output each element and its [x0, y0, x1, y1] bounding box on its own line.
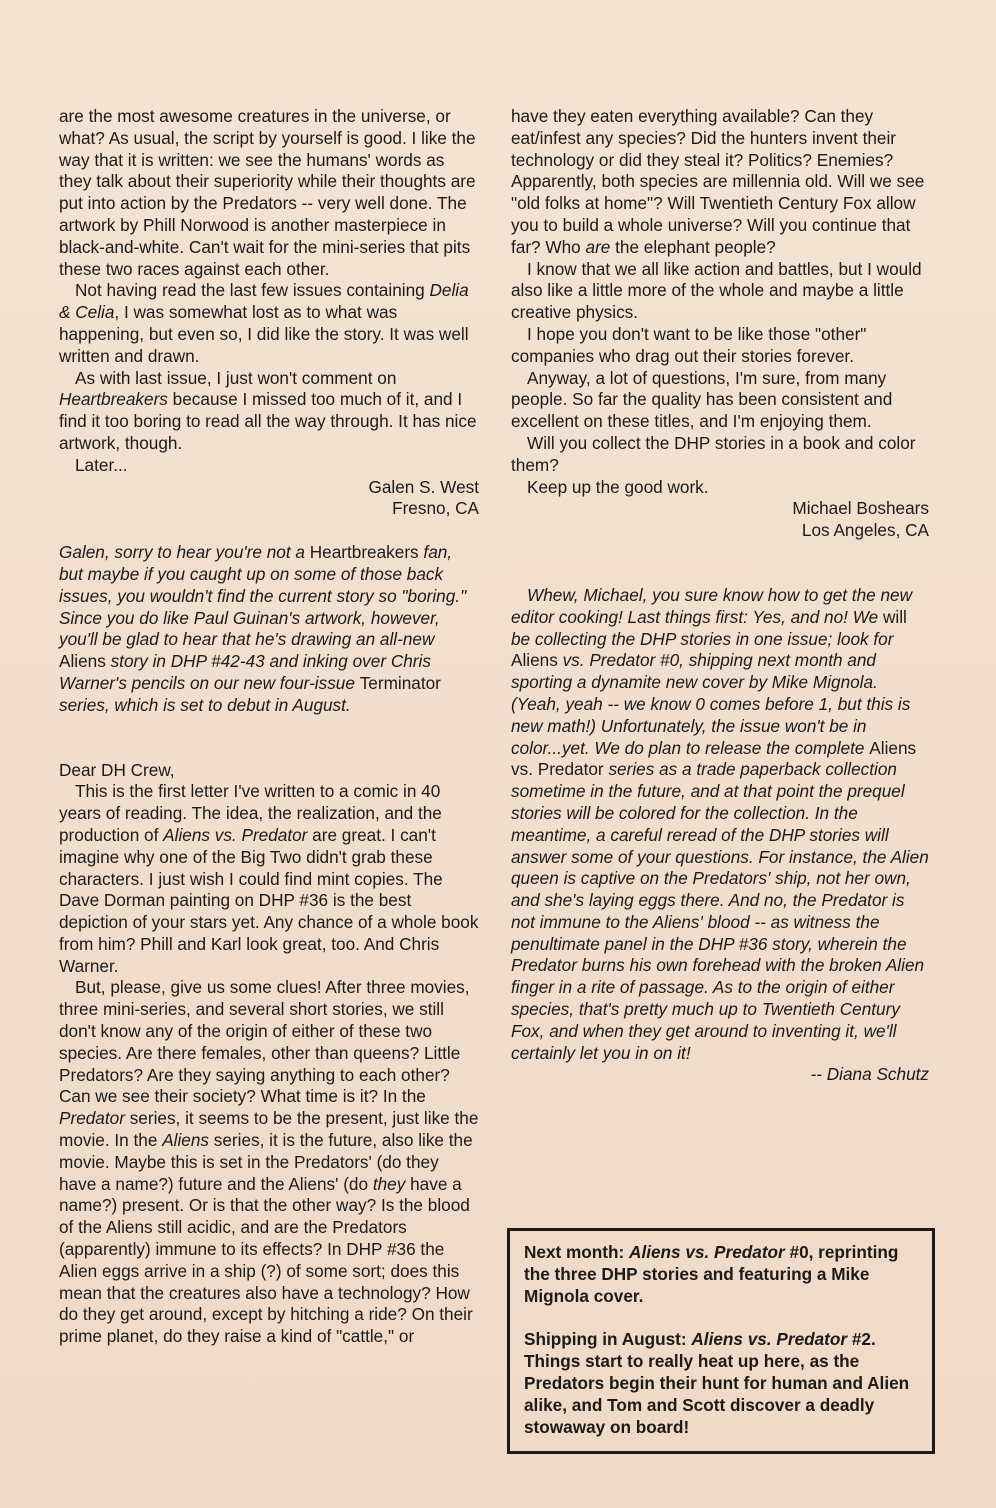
letter-galen-west — [59, 106, 479, 520]
text-run: #0, reprinting the three DHP stories and featuring a Mike Mignola cover. — [524, 1242, 899, 1306]
letter-paragraph — [59, 781, 479, 977]
text-run: Heartbreakers — [309, 542, 419, 563]
text-run: Not having read the last few issues containing — [75, 280, 430, 301]
text-run: Heartbreakers — [59, 389, 168, 410]
text-run: series as a trade paperback collection sometime in the future, and at that point the prequel stories will be colored for the collection. In the meantime, a careful reread of the DHP stories will answer some of your questions. For instance, the Alien queen is captive on the Predators' ship, not her own, and she's laying eggs there. And no, the Predator is not immune to the Aliens' blood -- as witness the penultimate panel in the DHP #36 story, wherein the Predator burns his own forehead with the broken Alien finger in a rite of passage. As to the origin of either species, that's pretty much up to Twentieth Century Fox, and when they get around to inventing it, we'll certainly let you in on it! — [511, 759, 929, 1063]
right-column — [511, 106, 929, 1086]
letter-salutation: Dear DH Crew, — [59, 759, 175, 780]
text-run: because I missed too much of it, and I find it too boring to read all the way through. It has nice artwork, though. — [59, 389, 477, 453]
letter-paragraph — [59, 455, 479, 477]
text-run: I hope you don't want to be like those "other" companies who drag out their stories forever. — [511, 323, 867, 366]
letter-paragraph — [59, 368, 479, 455]
text-run: have a name?) present. Or is that the other way? Is the blood of the Aliens still acidic, and are the Predators (apparently) immune to its effects? In DHP #36 the Alien eggs arrive in a ship (?) of some sort; does this mean that the creatures also have a technology? How do they get around, except by hitching a ride? On their prime planet, do they raise a kind of "cattle," or — [59, 1173, 473, 1347]
text-run: Next month: — [524, 1242, 630, 1262]
text-run: Terminator — [359, 672, 441, 693]
text-run: Aliens — [162, 1130, 209, 1151]
text-run: Shipping in August: — [524, 1329, 692, 1350]
text-run: have they eaten everything available? Can they eat/infest any species? Did the hunters invent their technology or did they steal it? Politics? Enemies? Apparently, both species are millennia old. Will we see "old folks at home"? Will Twentieth Century Fox allow you to build a whole universe? Will you continue that far? Who — [511, 106, 925, 257]
letter-paragraph — [511, 259, 929, 324]
letter-michael-boshears — [59, 760, 479, 1349]
text-run: Galen, sorry to hear you're not a — [59, 542, 310, 563]
text-run: Whew, Michael, you sure know how to get the new editor cooking! Last things first: Yes, and no! We — [511, 584, 913, 627]
text-run: series, which is set to debut in August. — [59, 694, 351, 715]
letter-location: Los Angeles, CA — [801, 520, 929, 541]
text-run: series, it seems to be the present, just like the movie. In the — [59, 1108, 479, 1151]
text-run: I know that we all like action and battles, but I would also like a little more of the whole and maybe a little creative physics. — [511, 258, 922, 323]
letter-paragraph — [511, 368, 929, 433]
editor-reply — [511, 585, 929, 1065]
letter-signature: Galen S. West — [368, 476, 479, 497]
text-run: they — [372, 1173, 406, 1194]
letter-location: Fresno, CA — [392, 498, 479, 519]
text-run: fan, but maybe if you caught up on some of those back issues, you wouldn't find the current story so "boring." Since you do like Paul Guinan's artwork, however, you'll be glad to hear that he's drawing an all-new — [59, 542, 467, 650]
text-run: story in DHP #42-43 and inking over Chris Warner's pencils on our new four-issue — [59, 651, 431, 693]
text-run: Anyway, a lot of questions, I'm sure, from many people. So far the quality has been consistent and excellent on these titles, and I'm enjoying them. — [511, 367, 893, 432]
letter-paragraph — [511, 433, 929, 477]
text-run: Aliens vs. Predator — [163, 824, 308, 845]
letter-paragraph — [59, 280, 479, 367]
letter-signature: Michael Boshears — [792, 498, 929, 519]
text-run: will — [882, 606, 907, 627]
text-run: Keep up the good work. — [527, 476, 709, 497]
text-run: Delia & Celia — [59, 280, 469, 323]
text-run: As with last issue, I just won't comment on — [75, 367, 397, 388]
text-run: Aliens vs. Predator — [629, 1242, 785, 1262]
letter-paragraph — [59, 977, 479, 1348]
text-run: Aliens vs. Predator — [511, 737, 917, 780]
next-month-note — [524, 1242, 918, 1307]
letter-paragraph — [511, 477, 929, 499]
text-run: are the most awesome creatures in the universe, or what? As usual, the script by yourself is good. I like the way that it is written: we see the humans' words as they talk about their superiority while their thoughts are put into action by the Predators -- very well done. The artwork by Phill Norwood is another masterpiece in black-and-white. Can't wait for the mini-series that pits these two races against each other. — [59, 106, 476, 279]
text-run: , I was somewhat lost as to what was happening, but even so, I did like the story. It was well written and drawn. — [59, 302, 469, 366]
left-column — [59, 106, 479, 1348]
text-run: the elephant people? — [610, 236, 776, 257]
editor-reply — [59, 542, 479, 716]
text-run: Will you collect the DHP stories in a book and color them? — [511, 432, 916, 475]
letter-michael-boshears-continued — [511, 106, 929, 542]
text-run: Aliens — [511, 650, 558, 671]
text-run: Later... — [75, 454, 128, 475]
text-run: Aliens vs. Predator — [691, 1329, 848, 1350]
text-run: Predator — [59, 1108, 125, 1129]
text-run: But, please, give us some clues! After three movies, three mini-series, and several short stories, we still don't know any of the origin of either of these two species. Are there females, other than queens? Little Predators? Are they saying anything to each other? Can we see their society? What time is it? In the — [59, 977, 470, 1107]
shipping-august-note — [524, 1329, 918, 1438]
announcement-box — [507, 1228, 935, 1454]
text-run: #2. Things start to really heat up here, as the Predators begin their hunt for human and Alien alike, and Tom and Scott discover a deadly stowaway on board! — [524, 1329, 910, 1437]
letter-paragraph — [511, 106, 929, 259]
editor-signature: -- Diana Schutz — [810, 1064, 929, 1085]
text-run: are — [585, 236, 611, 257]
text-run: series, it is the future, also like the movie. Maybe this is set in the Predators' (do they have a name?) future and the Aliens' (do — [59, 1130, 473, 1194]
text-run: vs. Predator #0, shipping next month and sporting a dynamite new cover by Mike Mignola. (Yeah, yeah -- we know 0 comes before 1, but this is new math!) Unfortunately, the issue won't be in color...yet. We do plan to release the complete — [511, 650, 911, 758]
letter-paragraph — [59, 106, 479, 280]
text-run: Aliens — [59, 651, 106, 672]
text-run: This is the first letter I've written to a comic in 40 years of reading. The idea, the realization, and the production of — [59, 781, 442, 845]
text-run: be collecting the DHP stories in one issue; look for — [511, 628, 894, 649]
letter-paragraph — [511, 324, 929, 368]
text-run: are great. I can't imagine why one of the Big Two didn't grab these characters. I just wish I could find mint copies. The Dave Dorman painting on DHP #36 is the best depiction of your stars yet. Any chance of a whole book from him? Phill and Karl look great, too. And Chris Warner. — [59, 824, 479, 976]
